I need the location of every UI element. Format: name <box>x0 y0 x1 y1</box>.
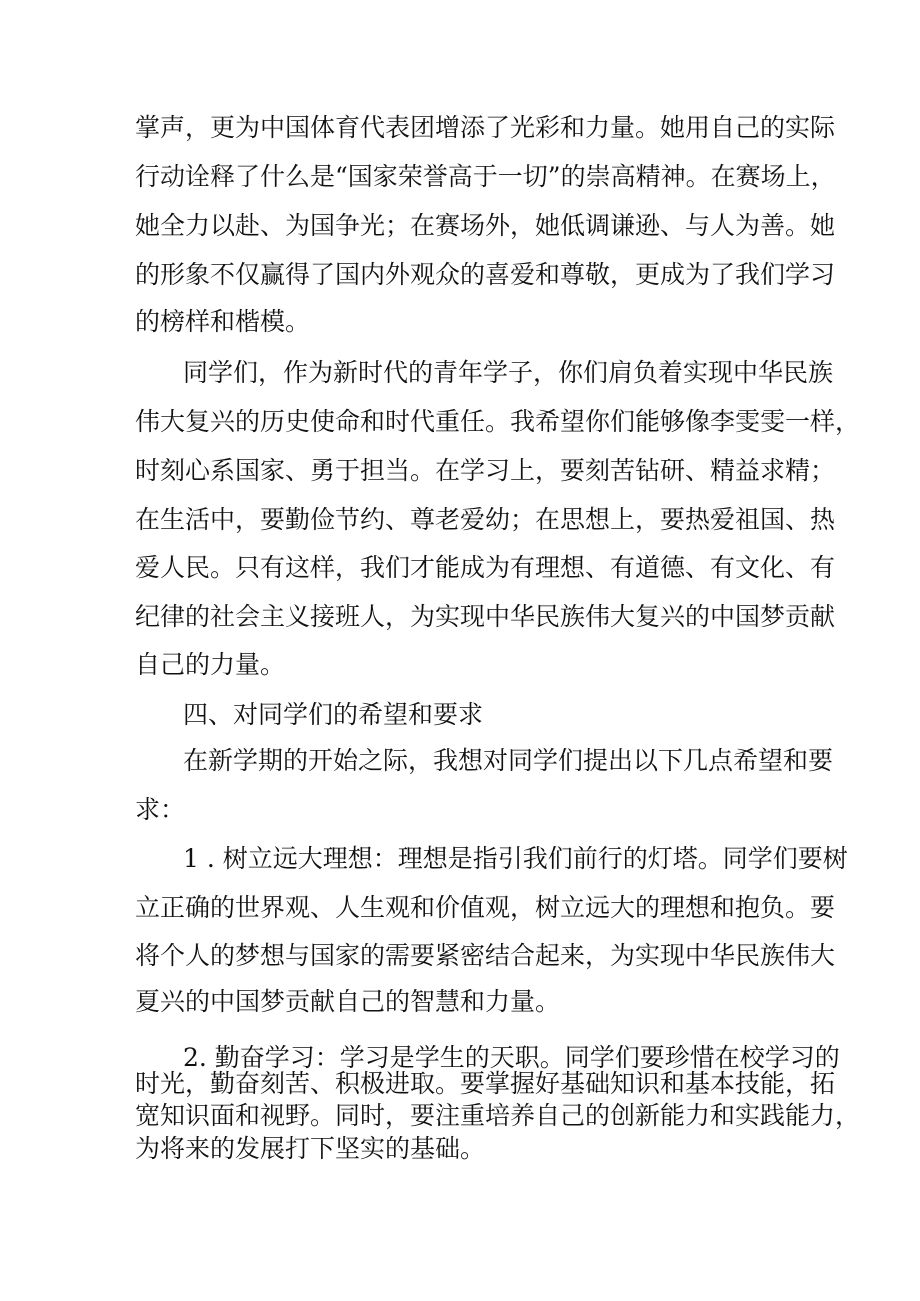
body-text-line: 宽知识面和视野。同时，要注重培养自己的创新能力和实践能力， <box>135 1101 861 1130</box>
body-text-line: 为将来的发展打下坚实的基础。 <box>135 1134 486 1163</box>
body-text-line: 时刻心系国家、勇于担当。在学习上，要刻苦钻研、精益求精； <box>135 456 836 485</box>
body-text-line: 求： <box>135 795 186 824</box>
body-text-line: 伟大复兴的历史使命和时代重任。我希望你们能够像李雯雯一样， <box>135 407 861 436</box>
body-text-line: 将个人的梦想与国家的需要紧密结合起来，为实现中华民族伟大 <box>135 941 836 970</box>
section-heading: 四、对同学们的希望和要求 <box>183 700 484 729</box>
body-text-line: 的形象不仅赢得了国内外观众的喜爱和尊敬，更成为了我们学习 <box>135 260 836 289</box>
paragraph-first-line: 在新学期的开始之际，我想对同学们提出以下几点希望和要 <box>183 746 834 775</box>
list-item-first-line: 1 . 树立远大理想：理想是指引我们前行的灯塔。同学们要树 <box>183 844 848 873</box>
body-text-line: 的榜样和楷模。 <box>135 307 311 336</box>
body-text-line: 时光，勤奋刻苦、积极进取。要掌握好基础知识和基本技能，拓 <box>135 1069 836 1098</box>
list-item-first-line: 2. 勤奋学习：学习是学生的天职。同学们要珍惜在校学习的 <box>183 1043 840 1072</box>
body-text-line: 爱人民。只有这样，我们才能成为有理想、有道德、有文化、有 <box>135 553 836 582</box>
body-text-line: 立正确的世界观、人生观和价值观，树立远大的理想和抱负。要 <box>135 893 836 922</box>
body-text-line: 自己的力量。 <box>135 650 286 679</box>
body-text-line: 在生活中，要勤俭节约、尊老爱幼；在思想上，要热爱祖国、热 <box>135 505 836 534</box>
body-text-line: 纪律的社会主义接班人，为实现中华民族伟大复兴的中国梦贡献 <box>135 602 836 631</box>
body-text-line: 她全力以赴、为国争光；在赛场外，她低调谦逊、与人为善。她 <box>135 211 836 240</box>
body-text-line: 行动诠释了什么是“国家荣誉高于一切”的崇高精神。在赛场上， <box>135 162 836 191</box>
body-text-line: 夏兴的中国梦贡献自己的智慧和力量。 <box>135 987 561 1016</box>
body-text-line: 掌声，更为中国体育代表团增添了光彩和力量。她用自己的实际 <box>135 113 836 142</box>
paragraph-first-line: 同学们，作为新时代的青年学子，你们肩负着实现中华民族 <box>183 358 834 387</box>
